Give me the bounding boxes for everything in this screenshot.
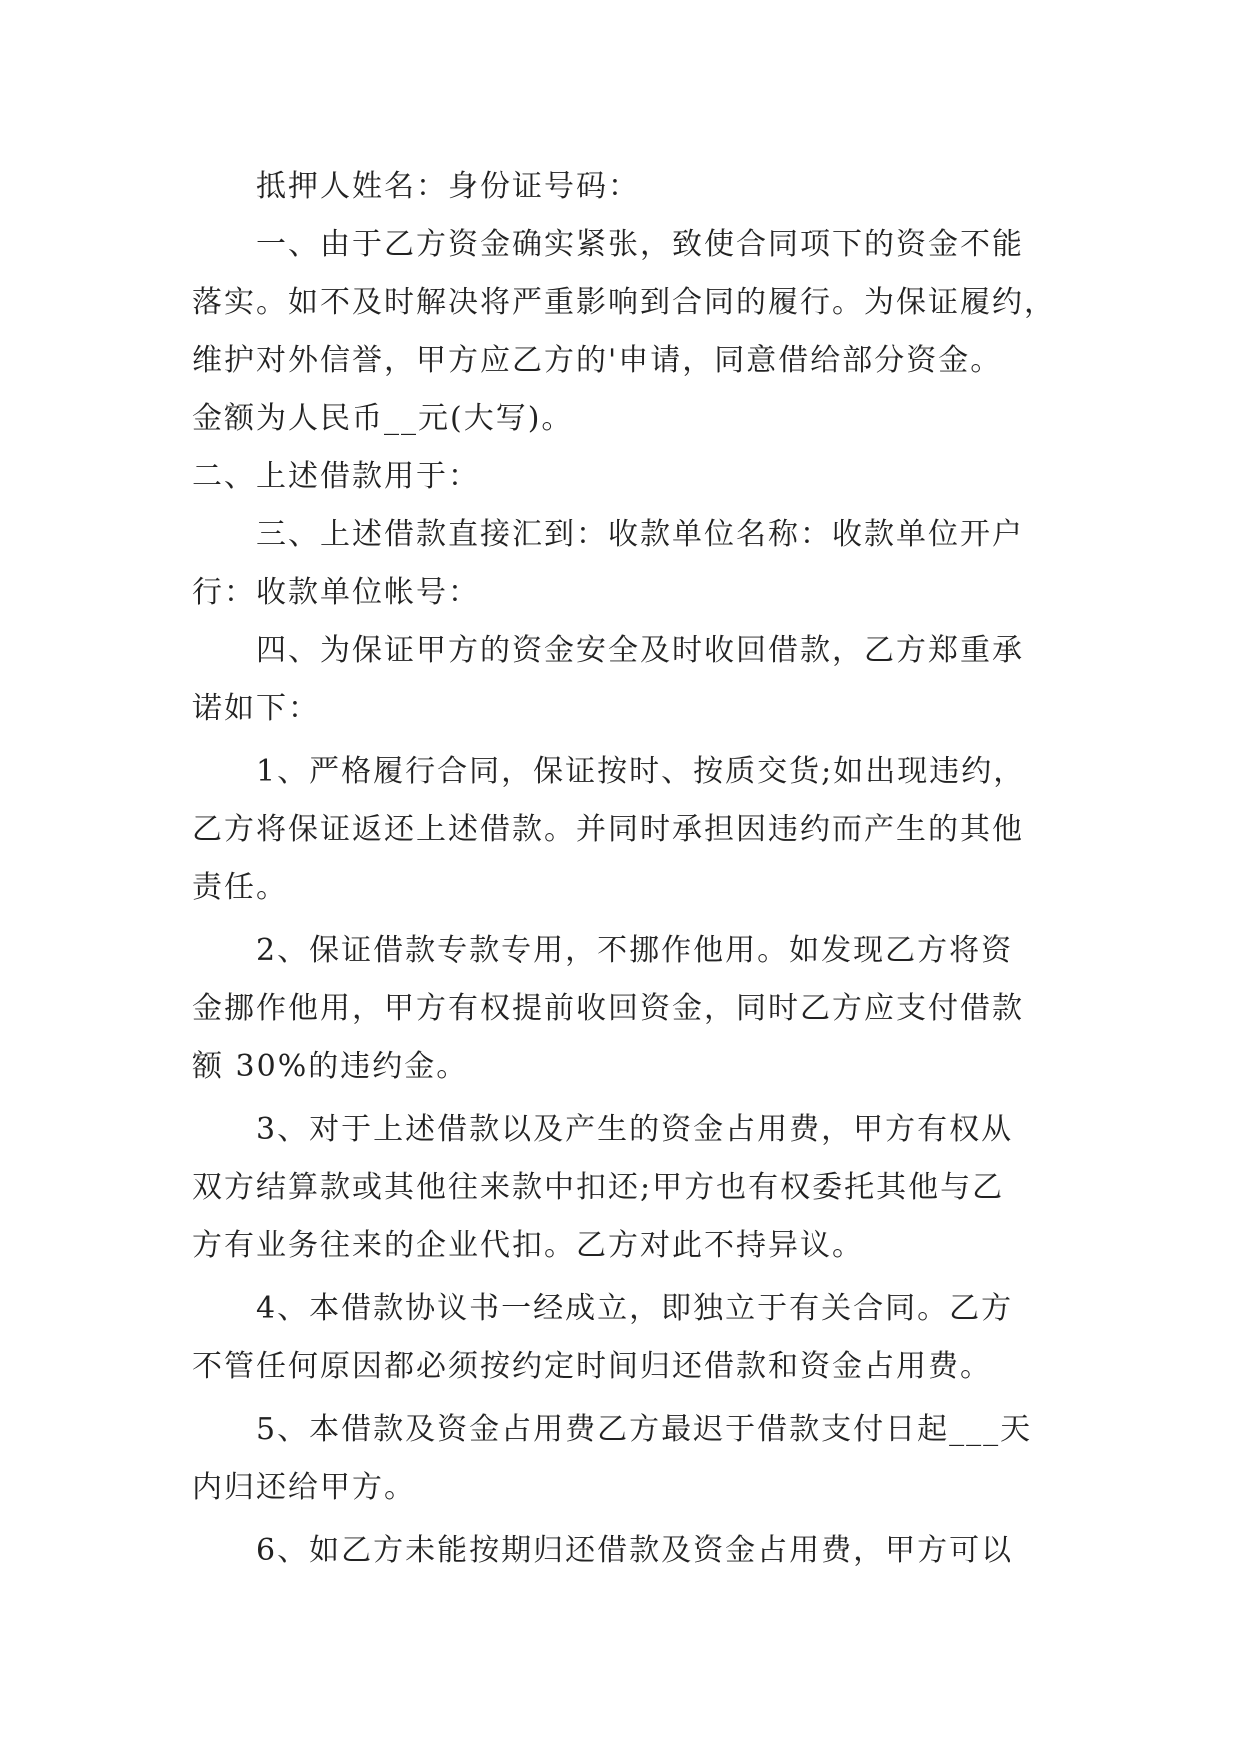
paragraph-line-item-6-a: 6、如乙方未能按期归还借款及资金占用费，甲方可以 [256, 1533, 1014, 1568]
paragraph-line-mortgagor-info: 抵押人姓名：身份证号码： [256, 169, 640, 204]
paragraph-line-clause-3-a: 三、上述借款直接汇到：收款单位名称：收款单位开户 [256, 517, 1024, 552]
paragraph-line-item-1-c: 责任。 [192, 870, 288, 905]
paragraph-line-item-2-b: 金挪作他用，甲方有权提前收回资金，同时乙方应支付借款 [192, 991, 1024, 1026]
paragraph-line-item-5-b: 内归还给甲方。 [192, 1470, 416, 1505]
paragraph-line-item-3-b: 双方结算款或其他往来款中扣还;甲方也有权委托其他与乙 [192, 1170, 1005, 1205]
paragraph-line-clause-3-b: 行：收款单位帐号： [192, 575, 480, 610]
paragraph-line-clause-1-d: 金额为人民币__元(大写)。 [192, 401, 574, 436]
paragraph-line-clause-4-b: 诺如下： [192, 691, 320, 726]
paragraph-line-item-1-a: 1、严格履行合同，保证按时、按质交货;如出现违约， [256, 754, 1026, 789]
paragraph-line-clause-1-a: 一、由于乙方资金确实紧张，致使合同项下的资金不能 [256, 227, 1024, 262]
paragraph-line-item-3-c: 方有业务往来的企业代扣。乙方对此不持异议。 [192, 1228, 864, 1263]
paragraph-line-item-1-b: 乙方将保证返还上述借款。并同时承担因违约而产生的其他 [192, 812, 1024, 847]
paragraph-line-clause-4-a: 四、为保证甲方的资金安全及时收回借款，乙方郑重承 [256, 633, 1024, 668]
paragraph-line-item-2-c: 额 30%的违约金。 [192, 1049, 469, 1084]
paragraph-line-item-2-a: 2、保证借款专款专用，不挪作他用。如发现乙方将资 [256, 933, 1014, 968]
paragraph-line-clause-2: 二、上述借款用于： [192, 459, 480, 494]
paragraph-line-item-4-b: 不管任何原因都必须按约定时间归还借款和资金占用费。 [192, 1349, 992, 1384]
paragraph-line-item-4-a: 4、本借款协议书一经成立，即独立于有关合同。乙方 [256, 1291, 1014, 1326]
paragraph-line-item-5-a: 5、本借款及资金占用费乙方最迟于借款支付日起___天 [256, 1412, 1033, 1447]
paragraph-line-clause-1-c: 维护对外信誉，甲方应乙方的'申请，同意借给部分资金。 [192, 343, 1003, 378]
paragraph-line-clause-1-b: 落实。如不及时解决将严重影响到合同的履行。为保证履约， [192, 285, 1056, 320]
paragraph-line-item-3-a: 3、对于上述借款以及产生的资金占用费，甲方有权从 [256, 1112, 1014, 1147]
